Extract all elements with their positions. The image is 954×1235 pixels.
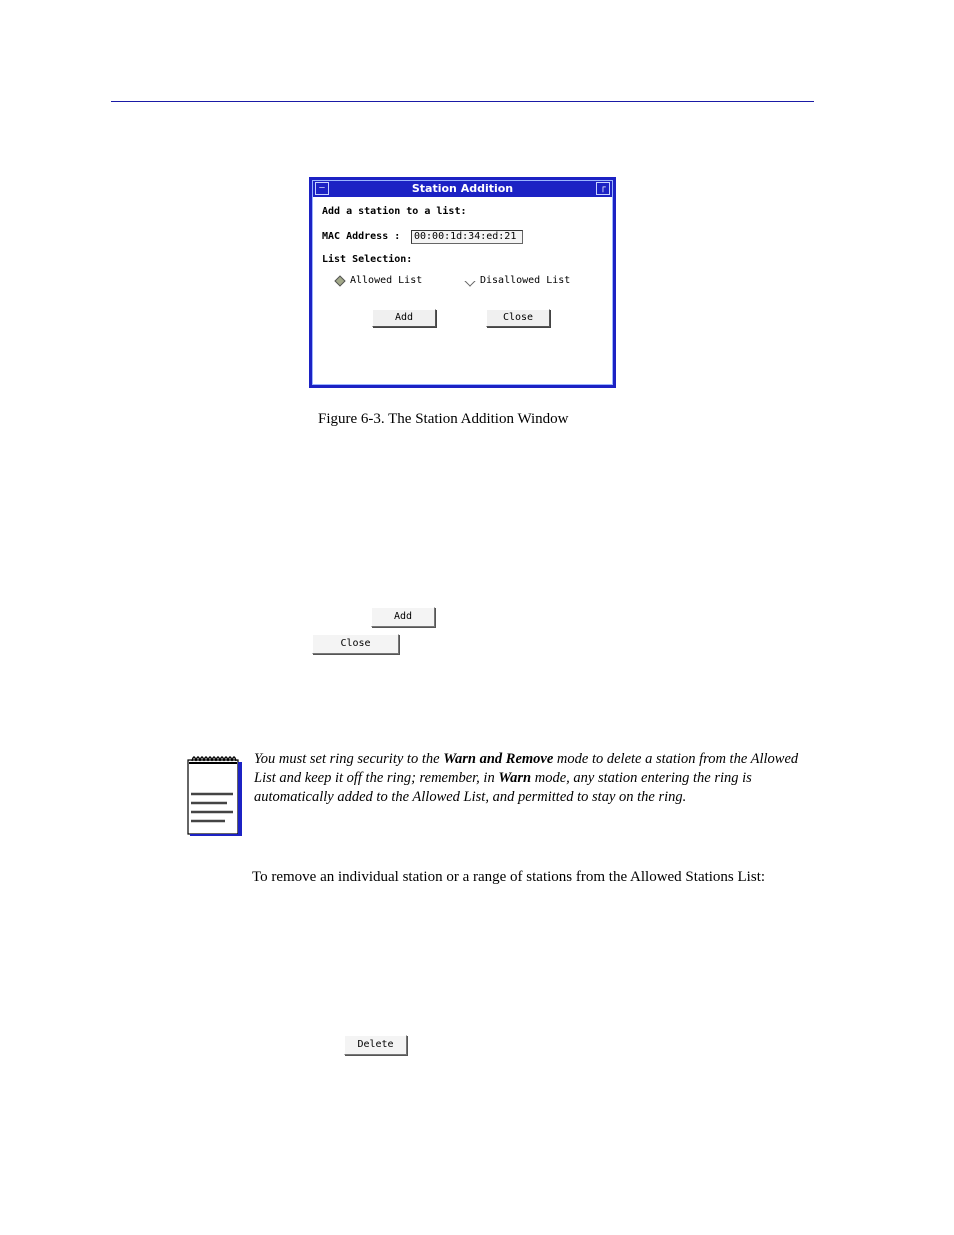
inline-close-button[interactable]: Close xyxy=(312,634,399,654)
window-client xyxy=(313,197,612,384)
inline-delete-button[interactable]: Delete xyxy=(344,1035,407,1055)
close-button[interactable]: Close xyxy=(486,309,550,327)
note-part2: mode to delete a station from the Allowed List and keep it off the ring; remember, in xyxy=(254,751,799,786)
add-button[interactable]: Add xyxy=(372,309,436,327)
note-bold-warn: Warn xyxy=(498,770,532,786)
remove-stations-paragraph: To remove an individual station or a range of stations from the Allowed Stations List: xyxy=(252,869,766,885)
note-part3: mode, any station entering the ring is automatically added to the Allowed List, and permitted to stay on the ring. xyxy=(254,770,752,805)
note-bold-warn-remove: Warn and Remove xyxy=(443,751,554,767)
figure-caption: Figure 6-3. The Station Addition Window xyxy=(318,411,569,427)
title-bar[interactable] xyxy=(313,181,612,197)
maximize-button[interactable]: ┌ xyxy=(596,182,610,195)
disallowed-list-label: Disallowed List xyxy=(480,275,571,286)
list-selection-label: List Selection: xyxy=(322,254,413,265)
note-text xyxy=(254,750,814,807)
notepad-icon xyxy=(187,752,243,836)
add-station-label: Add a station to a list: xyxy=(322,206,467,217)
note-part1: You must set ring security to the xyxy=(254,751,444,767)
window-frame xyxy=(312,180,613,385)
header-rule xyxy=(111,101,814,102)
allowed-list-radio[interactable] xyxy=(334,275,345,286)
mac-address-label: MAC Address : xyxy=(322,231,401,242)
disallowed-list-radio[interactable] xyxy=(464,275,475,286)
allowed-list-label: Allowed List xyxy=(350,275,423,286)
station-addition-window xyxy=(309,177,616,388)
inline-add-button[interactable]: Add xyxy=(371,607,435,627)
window-title: Station Addition xyxy=(411,182,514,195)
window-menu-button[interactable]: — xyxy=(315,182,329,195)
mac-address-input[interactable]: 00:00:1d:34:ed:21 xyxy=(411,230,523,244)
